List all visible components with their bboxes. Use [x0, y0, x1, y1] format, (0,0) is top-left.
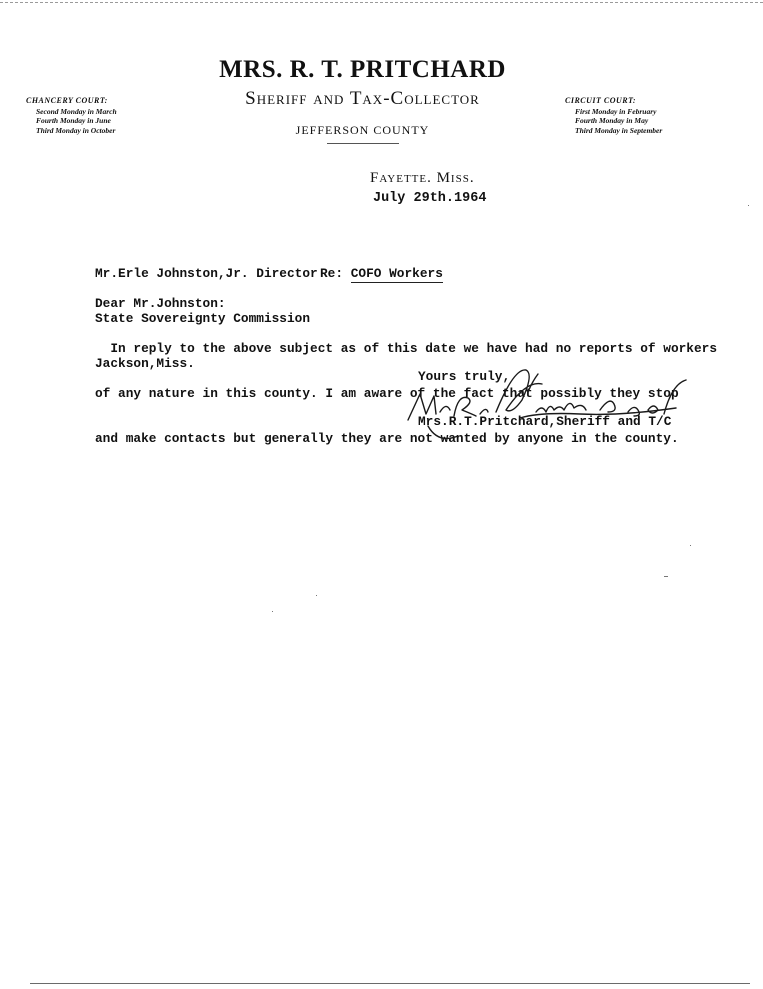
letter-place: Fayette. Miss. [370, 170, 475, 186]
recipient-line: Jackson,Miss. [95, 356, 195, 371]
chancery-court-line: Second Monday in March [36, 106, 117, 116]
chancery-court-schedule [26, 96, 117, 135]
chancery-court-line: Fourth Monday in June [36, 116, 111, 125]
salutation: Dear Mr.Johnston: [95, 296, 226, 311]
closing: Yours truly, [418, 369, 511, 384]
scan-speck [690, 545, 691, 546]
recipient-line: Mr.Erle Johnston,Jr. Director [95, 266, 318, 281]
recipient-line: State Sovereignty Commission [95, 311, 311, 326]
subject-value: COFO Workers [350, 266, 443, 281]
letterhead-office: Sheriff and Tax-Collector [245, 88, 480, 109]
letter-date: July 29th.1964 [373, 191, 487, 206]
letterhead-county: JEFFERSON COUNTY [295, 123, 430, 137]
subject-label: Re: [320, 266, 344, 281]
handwritten-signature [400, 364, 720, 444]
scan-speck [272, 611, 273, 612]
chancery-court-line: Third Monday in October [36, 125, 116, 135]
subject-line [320, 266, 443, 281]
chancery-court-heading: CHANCERY COURT: [26, 96, 108, 105]
circuit-court-line: Third Monday in September [575, 125, 663, 135]
letterhead-name: MRS. R. T. PRITCHARD [219, 56, 506, 83]
body-line: In reply to the above subject as of this date we have had no reports of workers [95, 341, 718, 356]
circuit-court-line: First Monday in February [575, 106, 657, 116]
circuit-court-heading: CIRCUIT COURT: [565, 96, 637, 105]
scan-speck [316, 595, 317, 596]
circuit-court-schedule [565, 96, 662, 135]
body-line: and make contacts but generally they are not wanted by anyone in the county. [95, 431, 679, 446]
circuit-court-line: Fourth Monday in May [575, 116, 649, 125]
body-line: of any nature in this county. I am aware of the fact that possibly they stop [95, 386, 679, 401]
typed-signature: Mrs.R.T.Pritchard,Sheriff and T/C [418, 414, 672, 429]
top-edge-dashed-line [0, 2, 763, 3]
county-underline [327, 143, 399, 144]
bottom-edge-line [30, 983, 750, 984]
scan-speck [664, 576, 668, 577]
scan-speck [748, 205, 749, 206]
